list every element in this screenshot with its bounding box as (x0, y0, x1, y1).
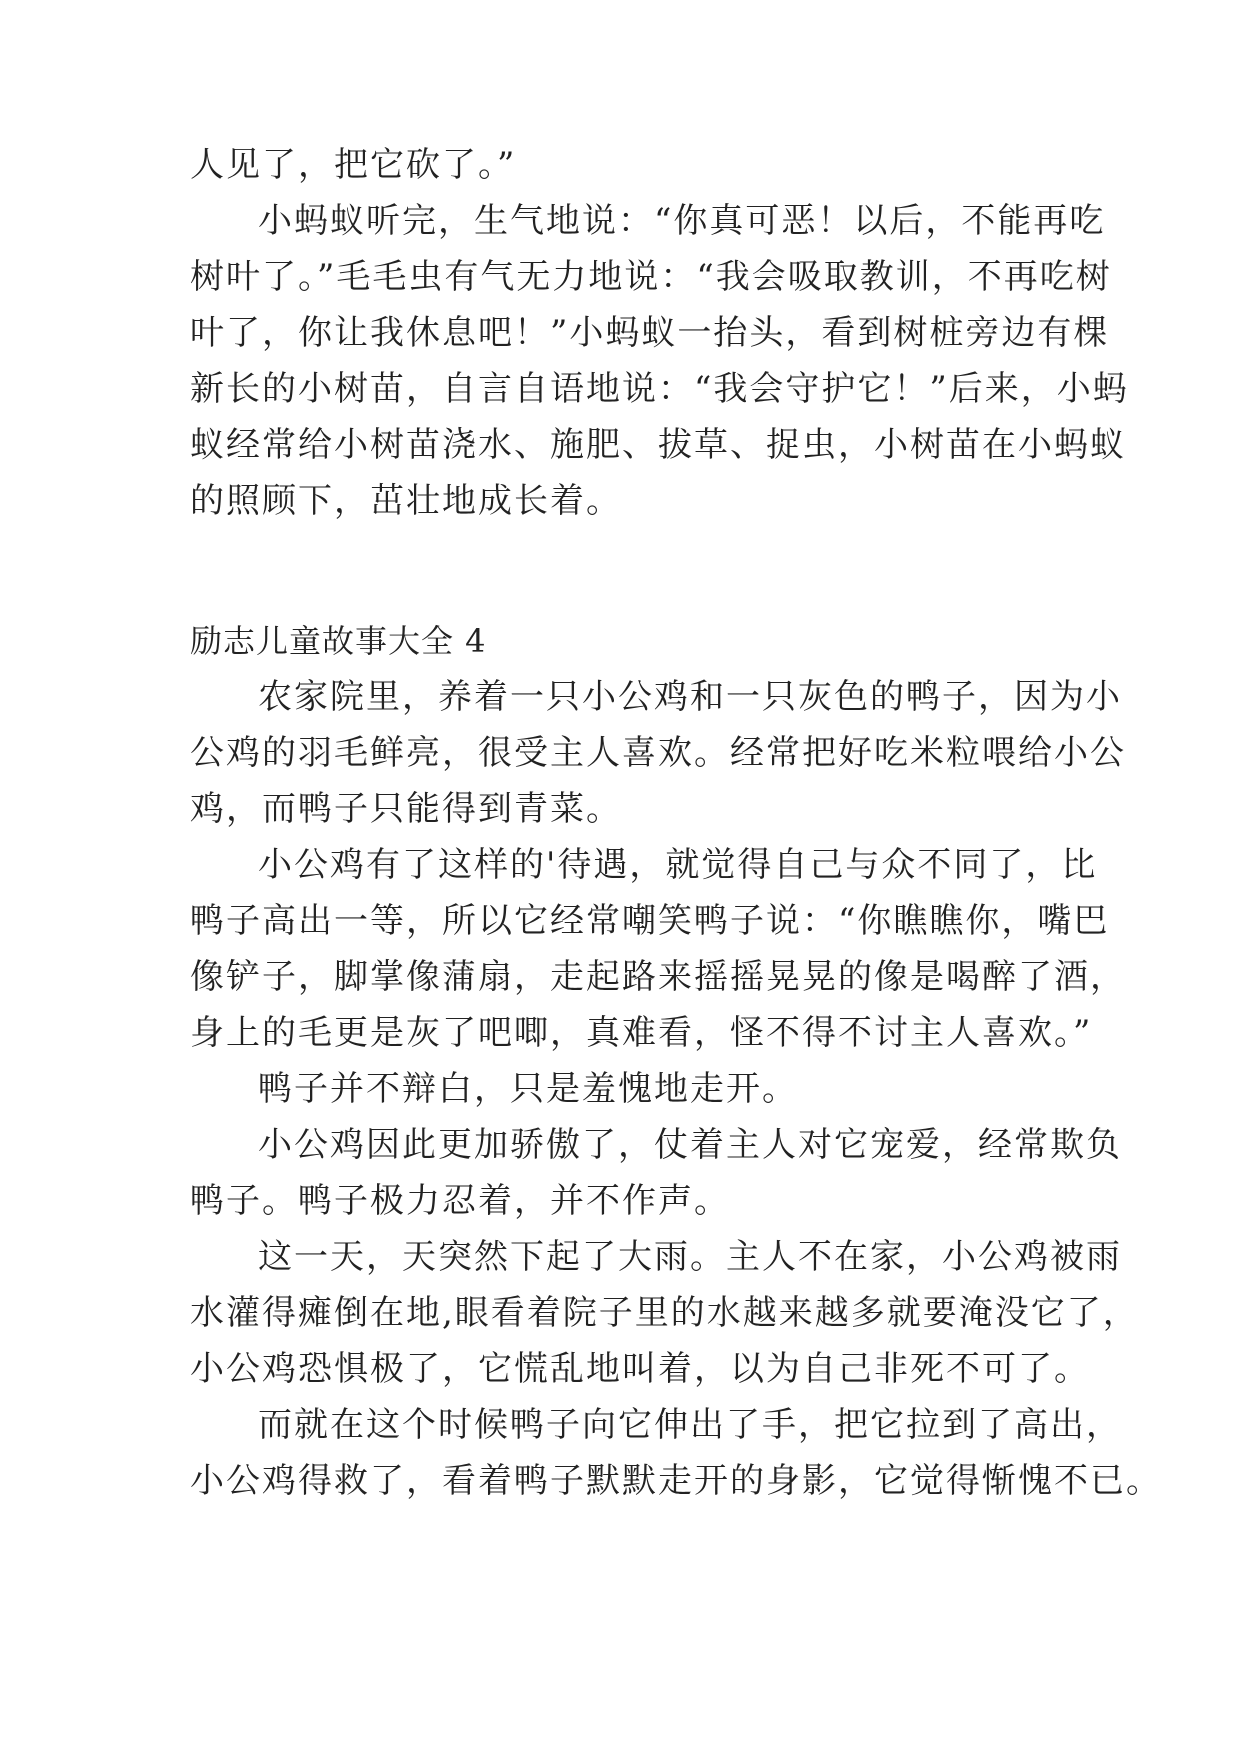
text-line: 水灌得瘫倒在地,眼看着院子里的水越来越多就要淹没它了， (190, 1293, 1139, 1333)
text-line: 小公鸡有了这样的'待遇，就觉得自己与众不同了，比 (258, 845, 1098, 885)
text-line: 公鸡的羽毛鲜亮，很受主人喜欢。经常把好吃米粒喂给小公 (190, 733, 1126, 773)
text-line: 的照顾下，茁壮地成长着。 (190, 481, 622, 521)
text-line: 这一天，天突然下起了大雨。主人不在家，小公鸡被雨 (258, 1237, 1122, 1277)
text-line: 小公鸡恐惧极了，它慌乱地叫着，以为自己非死不可了。 (190, 1349, 1090, 1389)
text-line: 鸡，而鸭子只能得到青菜。 (190, 789, 622, 829)
text-line: 像铲子，脚掌像蒲扇，走起路来摇摇晃晃的像是喝醉了酒， (190, 957, 1126, 997)
text-line: 叶了，你让我休息吧！”小蚂蚁一抬头，看到树桩旁边有棵 (190, 313, 1110, 353)
text-line: 农家院里，养着一只小公鸡和一只灰色的鸭子，因为小 (258, 677, 1122, 717)
text-line: 小公鸡因此更加骄傲了，仗着主人对它宠爱，经常欺负 (258, 1125, 1122, 1165)
text-line: 树叶了。”毛毛虫有气无力地说：“我会吸取教训，不再吃树 (190, 257, 1112, 297)
text-line: 身上的毛更是灰了吧唧，真难看，怪不得不讨主人喜欢。” (190, 1013, 1093, 1053)
text-line: 鸭子。鸭子极力忍着，并不作声。 (190, 1181, 730, 1221)
text-line: 新长的小树苗，自言自语地说：“我会守护它！”后来，小蚂 (190, 369, 1129, 409)
text-line: 鸭子并不辩白，只是羞愧地走开。 (258, 1069, 798, 1109)
text-line: 小蚂蚁听完，生气地说：“你真可恶！以后，不能再吃 (258, 201, 1106, 241)
text-line: 人见了，把它砍了。” (190, 145, 517, 185)
section-heading: 励志儿童故事大全 4 (190, 622, 487, 660)
text-line: 鸭子高出一等，所以它经常嘲笑鸭子说：“你瞧瞧你，嘴巴 (190, 901, 1110, 941)
text-line: 蚁经常给小树苗浇水、施肥、拔草、捉虫，小树苗在小蚂蚁 (190, 425, 1126, 465)
text-line: 而就在这个时候鸭子向它伸出了手，把它拉到了高出， (258, 1405, 1122, 1445)
text-line: 小公鸡得救了，看着鸭子默默走开的身影，它觉得惭愧不已。 (190, 1461, 1162, 1501)
